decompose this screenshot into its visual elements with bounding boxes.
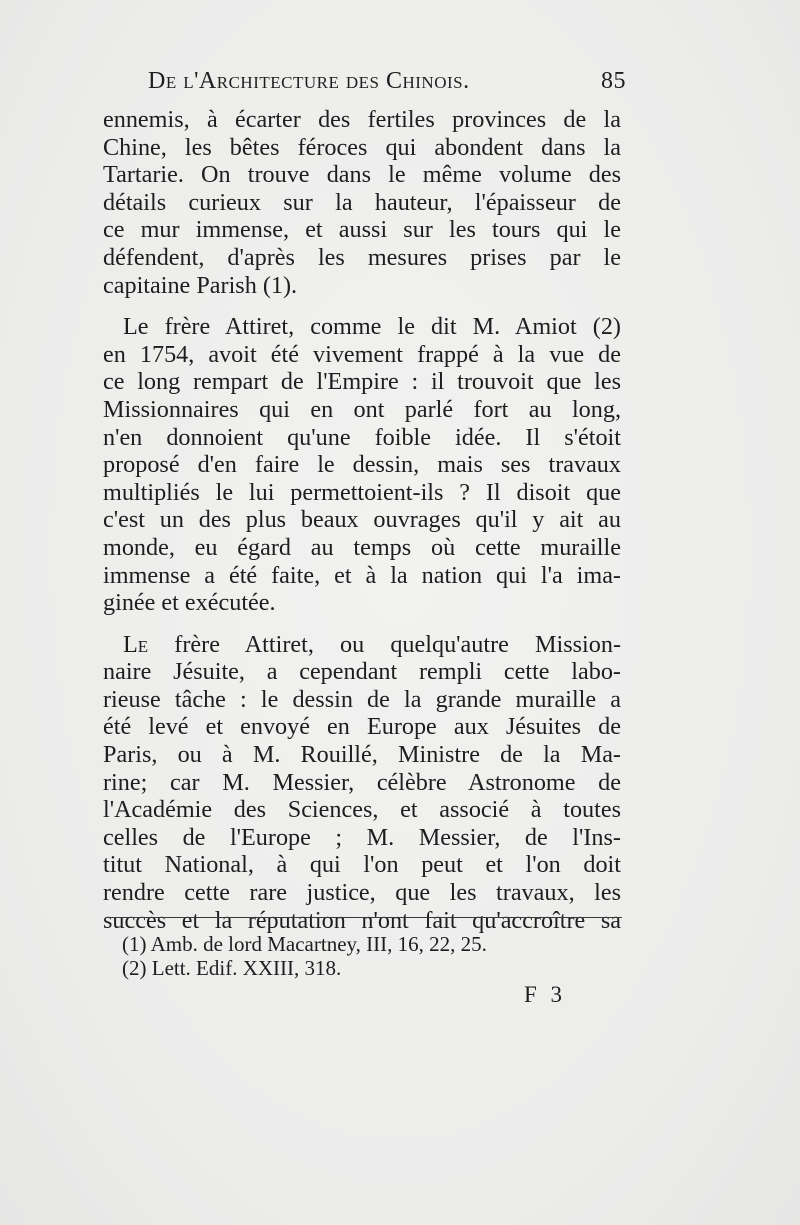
text-line: succès et la réputation n'ont fait qu'accroître sa <box>103 906 621 934</box>
line-remainder: frère Attiret, ou quelqu'autre Mission- <box>148 630 621 658</box>
text-line: multipliés le lui permettoient-ils ? Il disoit que <box>103 478 621 506</box>
text-line: ce long rempart de l'Empire : il trouvoit que les <box>103 368 621 396</box>
text-line: Missionnaires qui en ont parlé fort au long, <box>103 395 621 423</box>
text-line: ginée et exécutée. <box>103 589 276 617</box>
body-text <box>103 106 621 934</box>
text-line: en 1754, avoit été vivement frappé à la vue de <box>103 340 621 368</box>
text-line: capitaine Parish (1). <box>103 271 298 299</box>
first-word: Le <box>123 630 149 658</box>
text-line: Tartarie. On trouve dans le même volume des <box>103 161 621 189</box>
text-line: été levé et envoyé en Europe aux Jésuites de <box>103 713 621 741</box>
page-number: 85 <box>601 68 626 94</box>
footnote-1: (1) Amb. de lord Macartney, III, 16, 22, 25. <box>122 932 487 956</box>
text-line: c'est un des plus beaux ouvrages qu'il y ait au <box>103 506 621 534</box>
footnote-divider <box>106 917 622 918</box>
text-line: défendent, d'après les mesures prises par le <box>103 243 621 271</box>
text-line: rendre cette rare justice, que les travaux, les <box>103 879 621 907</box>
text-line: immense a été faite, et à la nation qui l'a ima- <box>103 561 621 589</box>
text-line <box>103 631 621 659</box>
paragraph-1 <box>103 106 621 299</box>
text-line: monde, eu égard au temps où cette muraille <box>103 533 621 561</box>
paragraph-2 <box>103 313 621 617</box>
text-line: n'en donnoient qu'une foible idée. Il s'étoit <box>103 423 621 451</box>
signature-mark: F 3 <box>524 982 567 1007</box>
text-line: ce mur immense, et aussi sur les tours qui le <box>103 216 621 244</box>
running-head <box>148 68 626 95</box>
text-line: rine; car M. Messier, célèbre Astronome de <box>103 768 621 796</box>
text-line: ennemis, à écarter des fertiles provinces de la <box>103 106 621 133</box>
text-line: Chine, les bêtes féroces qui abondent dans la <box>103 133 621 161</box>
text-line: rieuse tâche : le dessin de la grande muraille a <box>103 685 621 713</box>
text-line: celles de l'Europe ; M. Messier, de l'Ins- <box>103 823 621 851</box>
text-line: détails curieux sur la hauteur, l'épaisseur de <box>103 188 621 216</box>
text-line: naire Jésuite, a cependant rempli cette labo- <box>103 658 621 686</box>
footnote-2: (2) Lett. Edif. XXIII, 318. <box>122 956 342 980</box>
paragraph-3 <box>103 631 621 935</box>
running-title: De l'Architecture des Chinois. <box>148 68 470 94</box>
text-line: l'Académie des Sciences, et associé à toutes <box>103 796 621 824</box>
text-line: Le frère Attiret, comme le dit M. Amiot (2) <box>123 313 621 341</box>
text-line: titut National, à qui l'on peut et l'on doit <box>103 851 621 879</box>
text-line: Paris, ou à M. Rouillé, Ministre de la Ma- <box>103 741 621 769</box>
footnotes <box>122 932 487 980</box>
text-line: proposé d'en faire le dessin, mais ses travaux <box>103 451 621 479</box>
